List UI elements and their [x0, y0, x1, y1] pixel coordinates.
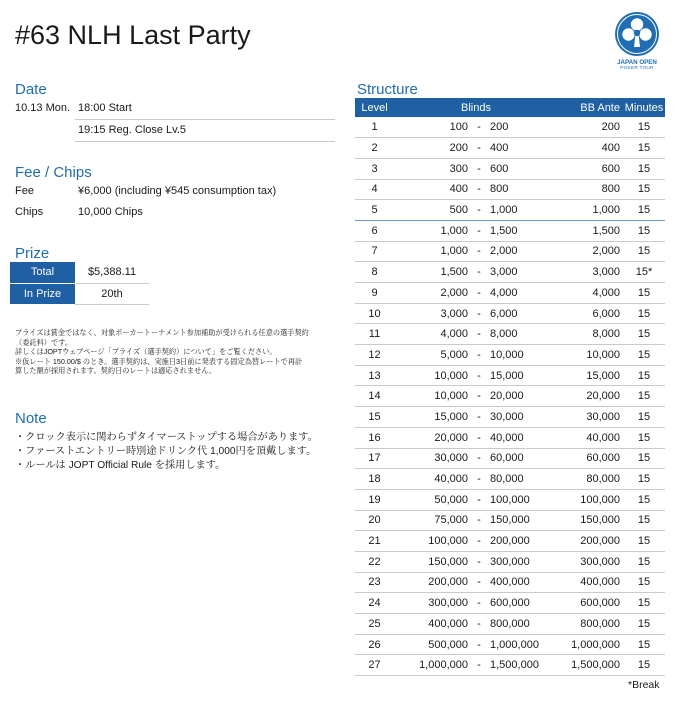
structure-row	[355, 283, 665, 304]
bb-ante-cell: 20,000	[558, 386, 623, 407]
prize-in-prize-row	[10, 283, 149, 304]
bb-ante-cell: 80,000	[558, 469, 623, 490]
structure-row	[355, 303, 665, 324]
big-blind-cell: 800,000	[490, 614, 558, 635]
bb-ante-cell: 1,500	[558, 220, 623, 241]
fee-heading: Fee / Chips	[15, 164, 92, 181]
note-line: ・ルールは JOPT Official Rule を採用します。	[15, 460, 226, 471]
small-blind-cell: 500,000	[394, 634, 468, 655]
small-blind-cell: 10,000	[394, 365, 468, 386]
bb-ante-cell: 3,000	[558, 262, 623, 283]
level-cell: 9	[355, 283, 394, 304]
big-blind-cell: 8,000	[490, 324, 558, 345]
small-blind-cell: 1,000,000	[394, 655, 468, 676]
prize-in-prize-value: 20th	[75, 283, 149, 304]
minutes-cell: 15	[623, 614, 665, 635]
small-blind-cell: 30,000	[394, 448, 468, 469]
small-blind-cell: 200	[394, 138, 468, 159]
level-cell: 4	[355, 179, 394, 200]
level-cell: 19	[355, 489, 394, 510]
bb-ante-cell: 10,000	[558, 345, 623, 366]
big-blind-cell: 100,000	[490, 489, 558, 510]
blind-separator: -	[468, 469, 490, 490]
structure-row	[355, 634, 665, 655]
fee-label: Fee	[15, 185, 34, 197]
minutes-cell: 15	[623, 179, 665, 200]
bb-ante-cell: 100,000	[558, 489, 623, 510]
minutes-cell: 15	[623, 241, 665, 262]
structure-heading: Structure	[357, 81, 418, 98]
structure-row	[355, 407, 665, 428]
minutes-cell: 15*	[623, 262, 665, 283]
small-blind-cell: 50,000	[394, 489, 468, 510]
bb-ante-cell: 200	[558, 117, 623, 138]
clover-logo-icon	[612, 10, 662, 58]
small-blind-cell: 75,000	[394, 510, 468, 531]
small-blind-cell: 10,000	[394, 386, 468, 407]
minutes-cell: 15	[623, 655, 665, 676]
structure-row	[355, 531, 665, 552]
structure-table	[355, 98, 665, 676]
structure-row	[355, 324, 665, 345]
date-day: 10.13 Mon.	[15, 102, 71, 114]
note-list	[15, 431, 318, 473]
bb-ante-cell: 400	[558, 138, 623, 159]
blind-separator: -	[468, 572, 490, 593]
small-blind-cell: 5,000	[394, 345, 468, 366]
blind-separator: -	[468, 634, 490, 655]
minutes-cell: 15	[623, 593, 665, 614]
level-cell: 23	[355, 572, 394, 593]
bb-ante-cell: 6,000	[558, 303, 623, 324]
big-blind-cell: 1,500,000	[490, 655, 558, 676]
prize-total-row	[10, 262, 149, 283]
blind-separator: -	[468, 510, 490, 531]
bb-ante-cell: 400,000	[558, 572, 623, 593]
bb-ante-cell: 15,000	[558, 365, 623, 386]
big-blind-cell: 400,000	[490, 572, 558, 593]
divider	[75, 119, 335, 120]
date-reg-close: 19:15 Reg. Close Lv.5	[78, 124, 187, 136]
blind-separator: -	[468, 551, 490, 572]
big-blind-cell: 4,000	[490, 283, 558, 304]
big-blind-cell: 300,000	[490, 551, 558, 572]
big-blind-cell: 80,000	[490, 469, 558, 490]
level-cell: 11	[355, 324, 394, 345]
level-cell: 18	[355, 469, 394, 490]
prize-notes	[15, 328, 335, 376]
column-header-blinds: Blinds	[394, 98, 558, 117]
structure-row	[355, 510, 665, 531]
level-cell: 7	[355, 241, 394, 262]
column-header-level: Level	[355, 98, 394, 117]
structure-row	[355, 593, 665, 614]
bb-ante-cell: 40,000	[558, 427, 623, 448]
bb-ante-cell: 1,000,000	[558, 634, 623, 655]
logo-line-1: JAPAN OPEN	[617, 59, 657, 66]
level-cell: 17	[355, 448, 394, 469]
big-blind-cell: 600,000	[490, 593, 558, 614]
minutes-cell: 15	[623, 345, 665, 366]
minutes-cell: 15	[623, 510, 665, 531]
minutes-cell: 15	[623, 551, 665, 572]
level-cell: 20	[355, 510, 394, 531]
level-cell: 3	[355, 158, 394, 179]
structure-row	[355, 241, 665, 262]
column-header-minutes: Minutes	[623, 98, 665, 117]
bb-ante-cell: 4,000	[558, 283, 623, 304]
level-cell: 22	[355, 551, 394, 572]
blind-separator: -	[468, 593, 490, 614]
page-title: #63 NLH Last Party	[15, 20, 251, 50]
logo-line-2: POKER TOUR	[620, 66, 654, 71]
structure-header-row	[355, 98, 665, 117]
date-heading: Date	[15, 81, 47, 98]
minutes-cell: 15	[623, 283, 665, 304]
minutes-cell: 15	[623, 200, 665, 221]
minutes-cell: 15	[623, 634, 665, 655]
blind-separator: -	[468, 262, 490, 283]
level-cell: 15	[355, 407, 394, 428]
big-blind-cell: 2,000	[490, 241, 558, 262]
blind-separator: -	[468, 200, 490, 221]
bb-ante-cell: 600,000	[558, 593, 623, 614]
big-blind-cell: 200	[490, 117, 558, 138]
small-blind-cell: 100	[394, 117, 468, 138]
bb-ante-cell: 800	[558, 179, 623, 200]
structure-row	[355, 262, 665, 283]
blind-separator: -	[468, 138, 490, 159]
prize-total-value: $5,388.11	[75, 262, 149, 283]
bb-ante-cell: 300,000	[558, 551, 623, 572]
small-blind-cell: 400	[394, 179, 468, 200]
structure-row	[355, 572, 665, 593]
level-cell: 13	[355, 365, 394, 386]
small-blind-cell: 4,000	[394, 324, 468, 345]
minutes-cell: 15	[623, 365, 665, 386]
minutes-cell: 15	[623, 220, 665, 241]
big-blind-cell: 200,000	[490, 531, 558, 552]
minutes-cell: 15	[623, 117, 665, 138]
level-cell: 1	[355, 117, 394, 138]
blind-separator: -	[468, 220, 490, 241]
minutes-cell: 15	[623, 531, 665, 552]
bb-ante-cell: 1,000	[558, 200, 623, 221]
big-blind-cell: 60,000	[490, 448, 558, 469]
level-cell: 21	[355, 531, 394, 552]
blind-separator: -	[468, 489, 490, 510]
blind-separator: -	[468, 531, 490, 552]
structure-row	[355, 117, 665, 138]
big-blind-cell: 3,000	[490, 262, 558, 283]
structure-row	[355, 551, 665, 572]
structure-row	[355, 158, 665, 179]
blind-separator: -	[468, 324, 490, 345]
blind-separator: -	[468, 303, 490, 324]
small-blind-cell: 300,000	[394, 593, 468, 614]
divider	[75, 141, 335, 142]
blind-separator: -	[468, 427, 490, 448]
blind-separator: -	[468, 117, 490, 138]
small-blind-cell: 100,000	[394, 531, 468, 552]
structure-row	[355, 345, 665, 366]
bb-ante-cell: 200,000	[558, 531, 623, 552]
blind-separator: -	[468, 386, 490, 407]
structure-row	[355, 386, 665, 407]
level-cell: 26	[355, 634, 394, 655]
prize-note-line: 詳しくはJOPTウェブページ「プライズ（選手契約）について」をご覧ください。	[15, 347, 277, 357]
structure-row	[355, 469, 665, 490]
note-line: ・ファーストエントリー時別途ドリンク代 1,000円を頂戴します。	[15, 446, 317, 457]
minutes-cell: 15	[623, 489, 665, 510]
structure-row	[355, 448, 665, 469]
prize-note-line: プライズは賞金ではなく、対象ポーカートーナメント参加補助が受けられる任意の選手契約	[15, 328, 309, 337]
bb-ante-cell: 150,000	[558, 510, 623, 531]
small-blind-cell: 20,000	[394, 427, 468, 448]
minutes-cell: 15	[623, 448, 665, 469]
column-header-ante: BB Ante	[558, 98, 623, 117]
level-cell: 25	[355, 614, 394, 635]
big-blind-cell: 10,000	[490, 345, 558, 366]
chips-label: Chips	[15, 206, 44, 218]
level-cell: 5	[355, 200, 394, 221]
minutes-cell: 15	[623, 324, 665, 345]
level-cell: 27	[355, 655, 394, 676]
big-blind-cell: 40,000	[490, 427, 558, 448]
small-blind-cell: 3,000	[394, 303, 468, 324]
big-blind-cell: 15,000	[490, 365, 558, 386]
big-blind-cell: 600	[490, 158, 558, 179]
blind-separator: -	[468, 158, 490, 179]
level-cell: 24	[355, 593, 394, 614]
minutes-cell: 15	[623, 386, 665, 407]
structure-row	[355, 655, 665, 676]
prize-note-line: ※仮レート 150.00/$ のとき。選手契約は、実施日3日前に発表する固定為替レートで再計	[15, 356, 303, 366]
level-cell: 8	[355, 262, 394, 283]
minutes-cell: 15	[623, 469, 665, 490]
level-cell: 16	[355, 427, 394, 448]
blind-separator: -	[468, 655, 490, 676]
minutes-cell: 15	[623, 407, 665, 428]
blind-separator: -	[468, 241, 490, 262]
minutes-cell: 15	[623, 427, 665, 448]
prize-in-prize-label: In Prize	[10, 283, 75, 304]
small-blind-cell: 300	[394, 158, 468, 179]
level-cell: 10	[355, 303, 394, 324]
big-blind-cell: 30,000	[490, 407, 558, 428]
bb-ante-cell: 600	[558, 158, 623, 179]
big-blind-cell: 800	[490, 179, 558, 200]
small-blind-cell: 150,000	[394, 551, 468, 572]
structure-row	[355, 200, 665, 221]
blind-separator: -	[468, 283, 490, 304]
small-blind-cell: 2,000	[394, 283, 468, 304]
note-line: ・クロック表示に関わらずタイマーストップする場合があります。	[15, 432, 318, 443]
level-cell: 6	[355, 220, 394, 241]
note-heading: Note	[15, 410, 47, 427]
structure-row	[355, 179, 665, 200]
date-start: 18:00 Start	[78, 102, 132, 114]
level-cell: 12	[355, 345, 394, 366]
small-blind-cell: 1,000	[394, 220, 468, 241]
big-blind-cell: 1,500	[490, 220, 558, 241]
structure-row	[355, 138, 665, 159]
small-blind-cell: 1,000	[394, 241, 468, 262]
big-blind-cell: 20,000	[490, 386, 558, 407]
prize-heading: Prize	[15, 245, 50, 262]
small-blind-cell: 200,000	[394, 572, 468, 593]
structure-body	[355, 117, 665, 676]
minutes-cell: 15	[623, 138, 665, 159]
level-cell: 2	[355, 138, 394, 159]
minutes-cell: 15	[623, 303, 665, 324]
big-blind-cell: 1,000	[490, 200, 558, 221]
jopt-logo	[609, 10, 665, 82]
break-footnote: *Break	[628, 679, 660, 691]
blind-separator: -	[468, 448, 490, 469]
structure-row	[355, 489, 665, 510]
blind-separator: -	[468, 345, 490, 366]
small-blind-cell: 40,000	[394, 469, 468, 490]
small-blind-cell: 1,500	[394, 262, 468, 283]
blind-separator: -	[468, 179, 490, 200]
small-blind-cell: 400,000	[394, 614, 468, 635]
structure-row	[355, 427, 665, 448]
level-cell: 14	[355, 386, 394, 407]
prize-note-line: 算した額が採用されます。契約日のレートは適応されません。	[15, 366, 217, 376]
prize-table	[10, 262, 149, 305]
big-blind-cell: 6,000	[490, 303, 558, 324]
minutes-cell: 15	[623, 158, 665, 179]
bb-ante-cell: 1,500,000	[558, 655, 623, 676]
blind-separator: -	[468, 614, 490, 635]
big-blind-cell: 1,000,000	[490, 634, 558, 655]
big-blind-cell: 150,000	[490, 510, 558, 531]
structure-row	[355, 614, 665, 635]
structure-row	[355, 220, 665, 241]
bb-ante-cell: 30,000	[558, 407, 623, 428]
small-blind-cell: 500	[394, 200, 468, 221]
small-blind-cell: 15,000	[394, 407, 468, 428]
big-blind-cell: 400	[490, 138, 558, 159]
prize-total-label: Total	[10, 262, 75, 283]
bb-ante-cell: 2,000	[558, 241, 623, 262]
blind-separator: -	[468, 365, 490, 386]
bb-ante-cell: 60,000	[558, 448, 623, 469]
prize-note-line: （委託料）です。	[15, 337, 72, 347]
bb-ante-cell: 8,000	[558, 324, 623, 345]
structure-row	[355, 365, 665, 386]
fee-value: ¥6,000 (including ¥545 consumption tax)	[78, 185, 277, 197]
blind-separator: -	[468, 407, 490, 428]
minutes-cell: 15	[623, 572, 665, 593]
bb-ante-cell: 800,000	[558, 614, 623, 635]
chips-value: 10,000 Chips	[78, 206, 143, 218]
